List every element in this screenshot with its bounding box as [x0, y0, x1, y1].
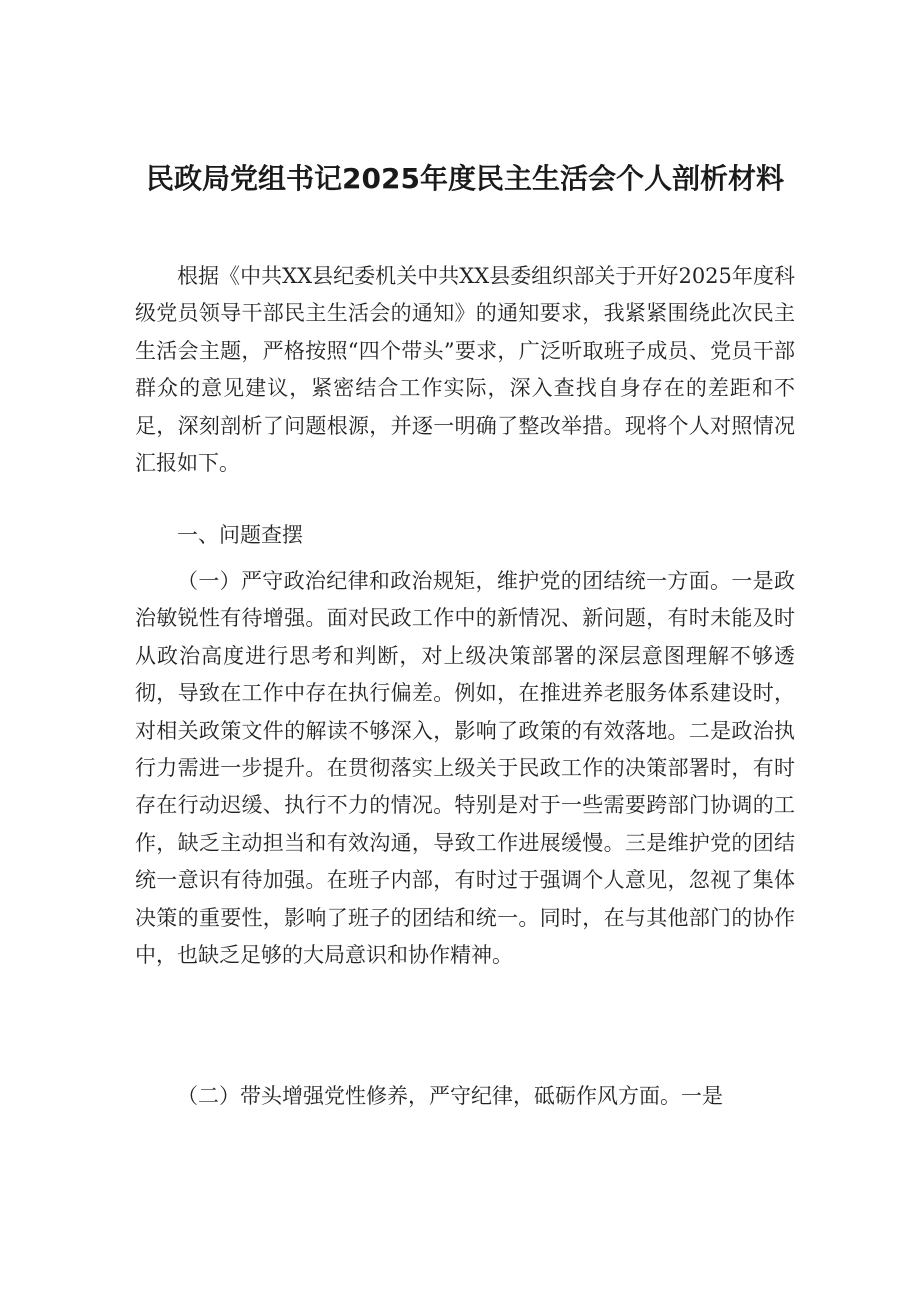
section-1-paragraph-2: （二）带头增强党性修养，严守纪律，砥砺作风方面。一是 [177, 1084, 723, 1108]
intro-paragraph: 根据《中共XX县纪委机关中共XX县委组织部关于开好2025年度科级党员领导干部民主生活会的通知》的通知要求，我紧紧围绕此次民主生活会主题，严格按照“四个带头”要求，广泛听取班子成员、党员干部群众的意见建议，紧密结合工作实际，深入查找自身存在的差距和不足，深刻剖析了问题根源，并逐一明确了整改举措。现将个人对照情况汇报如下。 [135, 264, 795, 476]
section-heading-problems: 一、问题查摆 [177, 523, 303, 547]
section-1-paragraph-1: （一）严守政治纪律和政治规矩，维护党的团结统一方面。一是政治敏锐性有待增强。面对民政工作中的新情况、新问题，有时未能及时从政治高度进行思考和判断，对上级决策部署的深层意图理解不够透彻，导致在工作中存在执行偏差。例如，在推进养老服务体系建设时，对相关政策文件的解读不够深入，影响了政策的有效落地。二是政治执行力需进一步提升。在贯彻落实上级关于民政工作的决策部署时，有时存在行动迟缓、执行不力的情况。特别是对于一些需要跨部门协调的工作，缺乏主动担当和有效沟通，导致工作进展缓慢。三是维护党的团结统一意识有待加强。在班子内部，有时过于强调个人意见，忽视了集体决策的重要性，影响了班子的团结和统一。同时，在与其他部门的协作中，也缺乏足够的大局意识和协作精神。 [135, 569, 795, 968]
document-title: 民政局党组书记2025年度民主生活会个人剖析材料 [146, 162, 784, 195]
